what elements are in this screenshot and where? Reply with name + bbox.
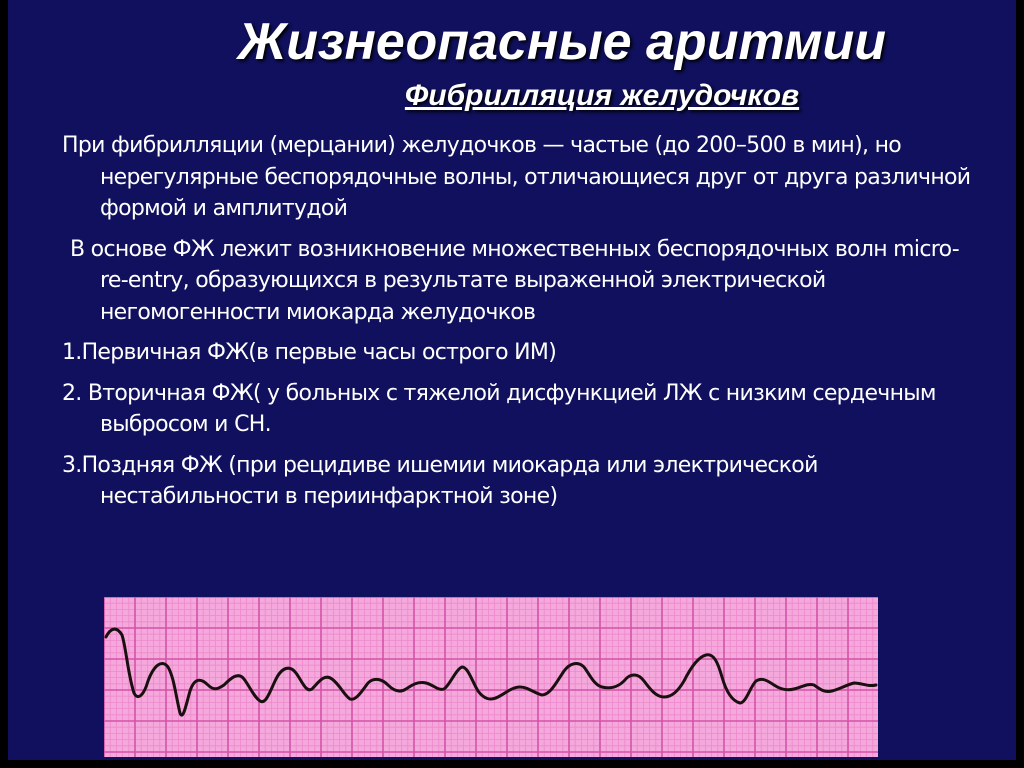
paragraph-definition: При фибрилляции (мерцании) желудочков — частые (до 200–500 в мин), но нерегулярные беспорядочные волны, отличающиеся друг от друга различной формой и амплитудой <box>62 133 971 221</box>
ecg-strip-icon <box>104 597 878 757</box>
slide-title: Жизнеопасные аритмии <box>237 13 887 71</box>
paragraph-mechanism: В основе ФЖ лежит возникновение множественных беспорядочных волн micro-re-entry, образующихся в результате выраженной электрической негомогенности миокарда желудочков <box>70 236 959 325</box>
slide-body <box>62 130 982 522</box>
paragraph-secondary-vf: 2. Вторичная ФЖ( у больных с тяжелой дисфункцией ЛЖ с низким сердечным выбросом и СН. <box>62 380 936 437</box>
paragraph-late-vf: 3.Поздняя ФЖ (при рецидиве ишемии миокарда или электрической нестабильности в периинфарктной зоне) <box>62 452 818 509</box>
slide-subtitle: Фибрилляция желудочков <box>404 79 800 112</box>
slide <box>8 0 1016 760</box>
ecg-strip-image <box>104 597 878 757</box>
paragraph-primary-vf: 1.Первичная ФЖ(в первые часы острого ИМ) <box>62 340 557 365</box>
